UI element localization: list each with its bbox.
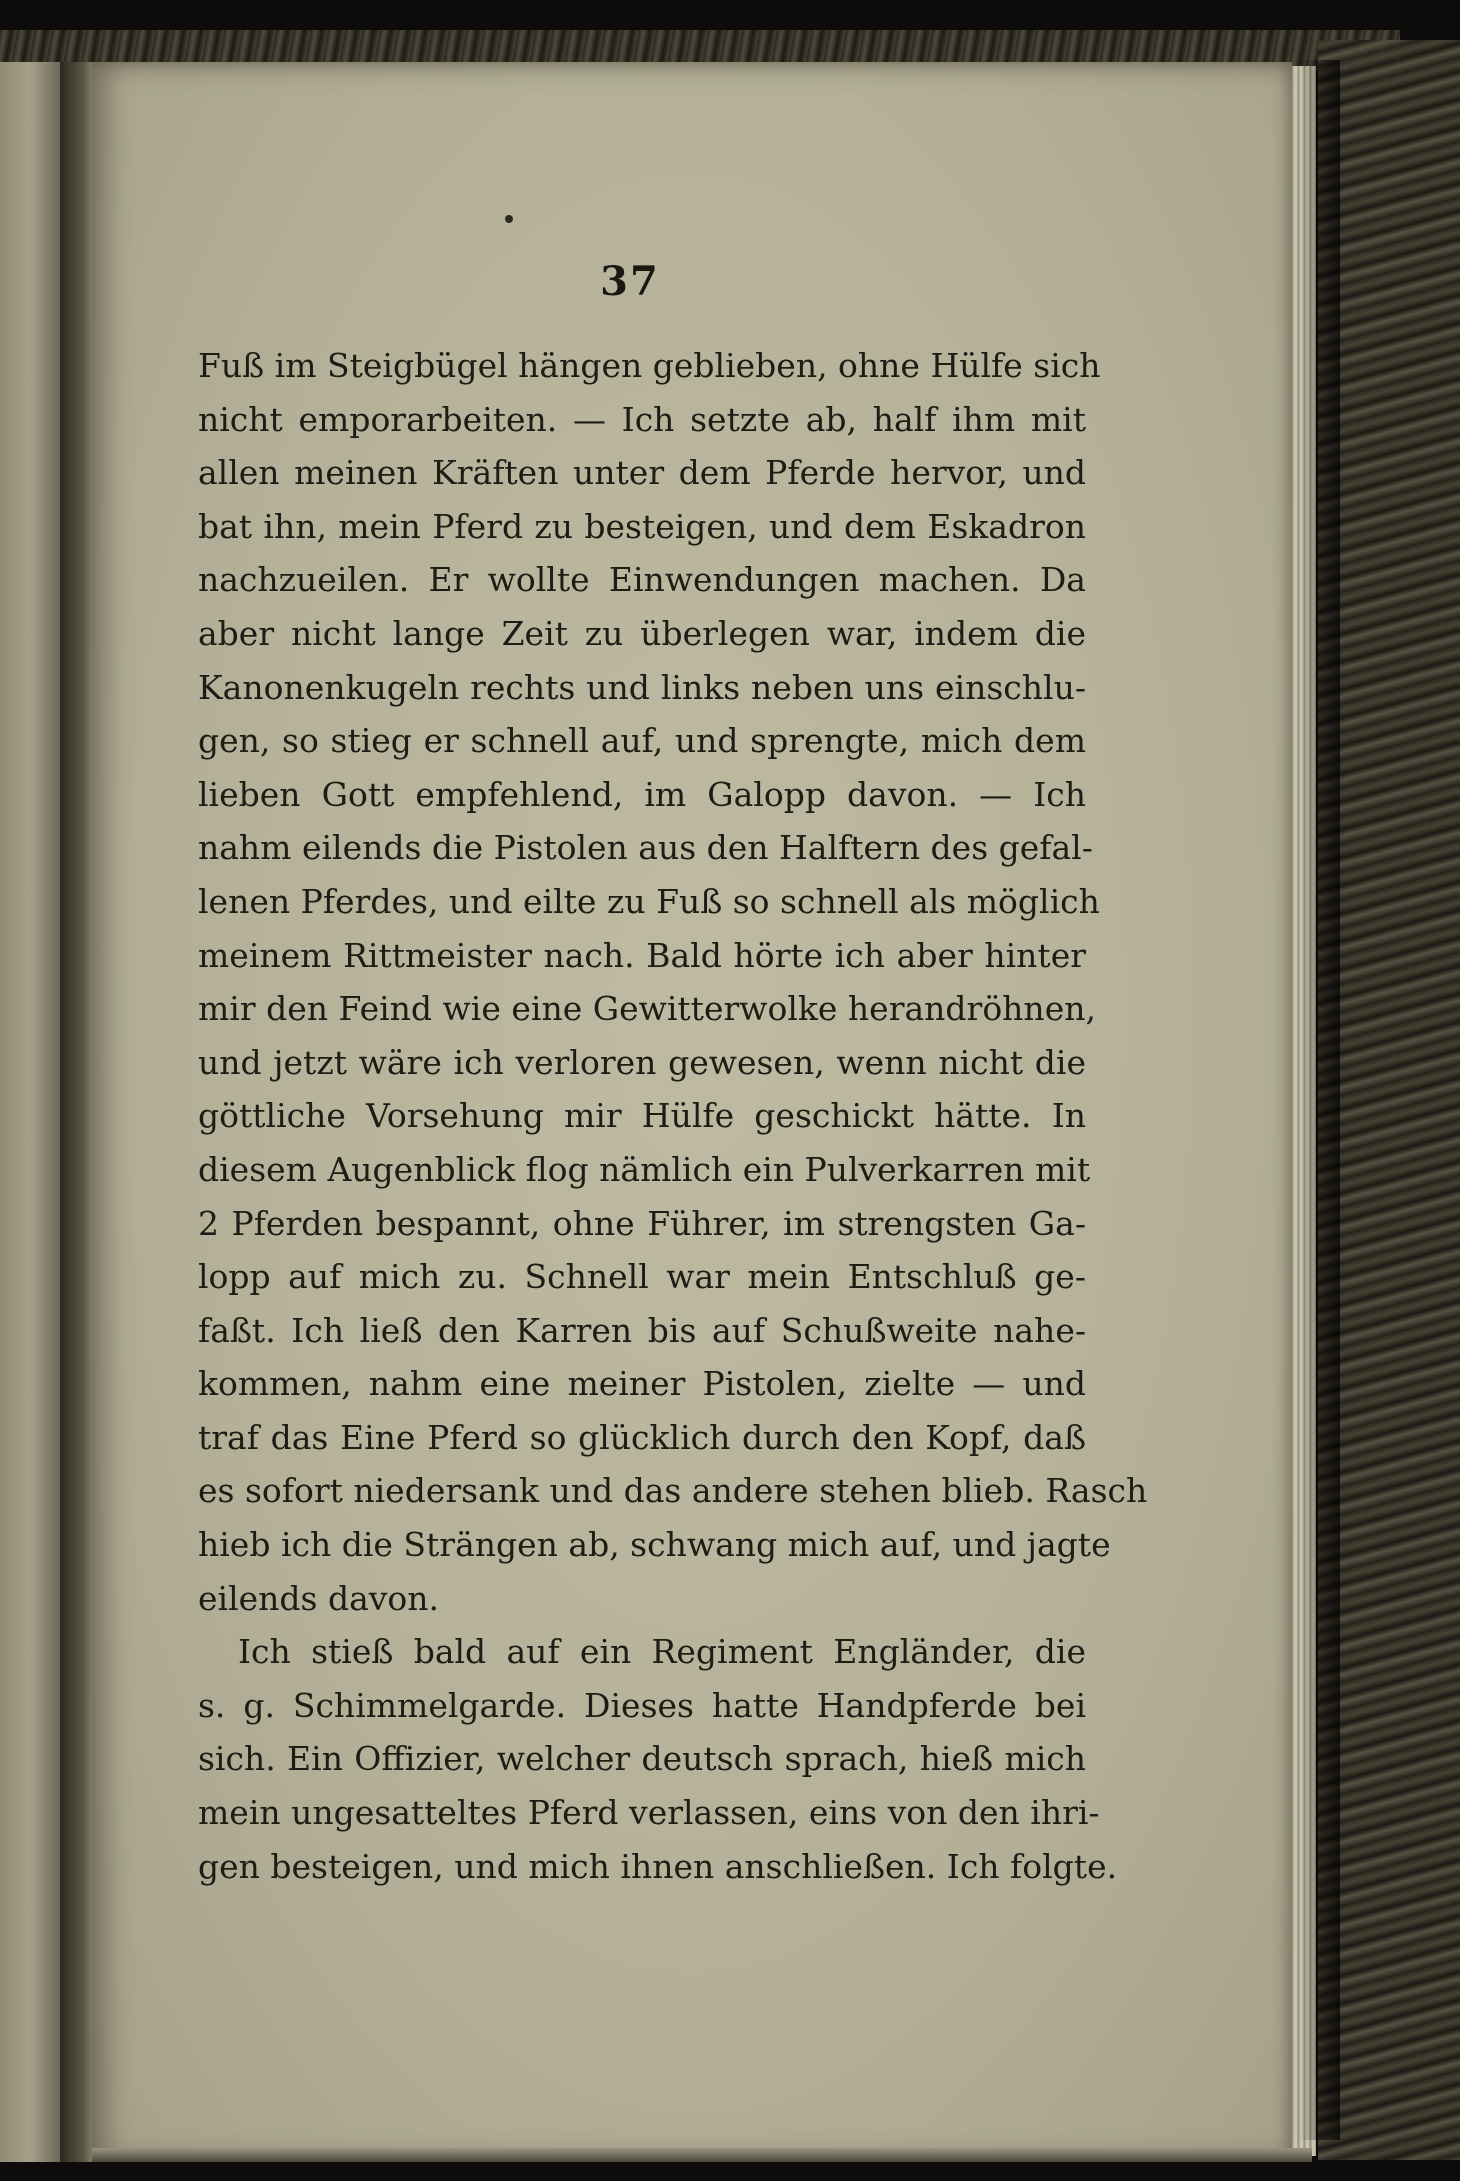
text-line: bat ihn, mein Pferd zu besteigen, und dem Eskadron bbox=[198, 506, 1086, 546]
body-text bbox=[198, 339, 1148, 1893]
text-line: Kanonenkugeln rechts und links neben uns einschlu- bbox=[198, 667, 1086, 707]
cover-shadow bbox=[1300, 60, 1340, 2140]
page-bottom-edge bbox=[92, 2148, 1312, 2162]
text-line: lopp auf mich zu. Schnell war mein Entschluß ge- bbox=[198, 1257, 1086, 1297]
text-line: traf das Eine Pferd so glücklich durch den Kopf, daß bbox=[198, 1417, 1086, 1457]
text-line: mir den Feind wie eine Gewitterwolke herandröhnen, bbox=[198, 989, 1096, 1029]
text-line: sich. Ein Offizier, welcher deutsch sprach, hieß mich bbox=[198, 1739, 1086, 1779]
page-number: 37 bbox=[600, 258, 660, 305]
text-line: eilends davon. bbox=[198, 1578, 440, 1618]
text-line: und jetzt wäre ich verloren gewesen, wenn nicht die bbox=[198, 1042, 1086, 1082]
text-line: göttliche Vorsehung mir Hülfe geschickt hätte. In bbox=[198, 1096, 1086, 1136]
text-line: es sofort niedersank und das andere stehen blieb. Rasch bbox=[198, 1471, 1148, 1511]
text-line: lenen Pferdes, und eilte zu Fuß so schnell als möglich bbox=[198, 881, 1100, 921]
text-line: hieb ich die Strängen ab, schwang mich auf, und jagte bbox=[198, 1525, 1111, 1565]
text-line: kommen, nahm eine meiner Pistolen, zielte — und bbox=[198, 1364, 1086, 1404]
text-line: diesem Augenblick flog nämlich ein Pulverkarren mit bbox=[198, 1149, 1091, 1189]
text-line: s. g. Schimmelgarde. Dieses hatte Handpferde bei bbox=[198, 1685, 1086, 1725]
text-line: Ich stieß bald auf ein Regiment Engländer, die bbox=[238, 1632, 1086, 1672]
facing-page-edge bbox=[0, 62, 60, 2162]
text-line: meinem Rittmeister nach. Bald hörte ich aber hinter bbox=[198, 935, 1086, 975]
ink-spot bbox=[505, 215, 513, 223]
text-line: faßt. Ich ließ den Karren bis auf Schußweite nahe- bbox=[198, 1310, 1086, 1350]
text-line: allen meinen Kräften unter dem Pferde hervor, und bbox=[198, 453, 1086, 493]
text-line: mein ungesatteltes Pferd verlassen, eins von den ihri- bbox=[198, 1793, 1100, 1833]
text-line: gen besteigen, und mich ihnen anschließen. Ich folgte. bbox=[198, 1846, 1118, 1886]
text-line: lieben Gott empfehlend, im Galopp davon. — Ich bbox=[198, 774, 1086, 814]
text-line: nahm eilends die Pistolen aus den Halftern des gefal- bbox=[198, 828, 1093, 868]
text-line: nachzueilen. Er wollte Einwendungen machen. Da bbox=[198, 560, 1086, 600]
text-line: aber nicht lange Zeit zu überlegen war, indem die bbox=[198, 613, 1086, 653]
text-line: nicht emporarbeiten. — Ich setzte ab, half ihm mit bbox=[198, 399, 1086, 439]
text-line: 2 Pferden bespannt, ohne Führer, im strengsten Ga- bbox=[198, 1203, 1086, 1243]
text-line: gen, so stieg er schnell auf, und sprengte, mich dem bbox=[198, 721, 1086, 761]
text-line: Fuß im Steigbügel hängen geblieben, ohne Hülfe sich bbox=[198, 346, 1101, 385]
